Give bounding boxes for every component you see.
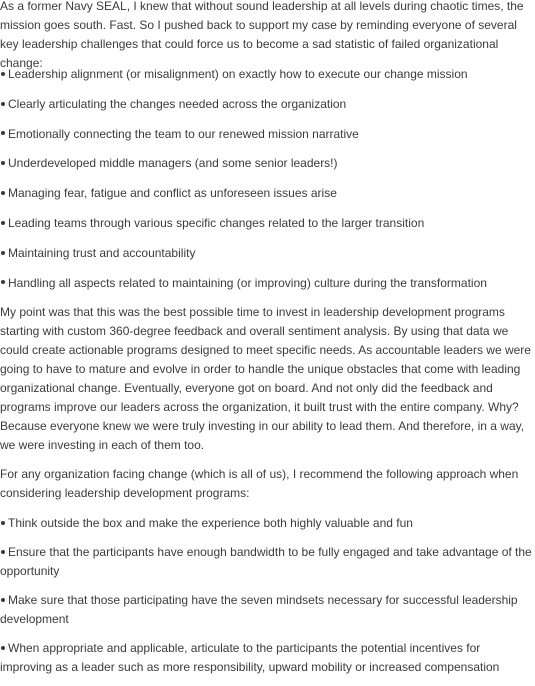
list-item bbox=[0, 543, 535, 581]
list-item bbox=[0, 214, 535, 244]
list-item-text: Think outside the box and make the experience both highly valuable and fun bbox=[8, 516, 413, 530]
list-item bbox=[0, 591, 535, 629]
list-item bbox=[0, 274, 535, 304]
list-item-text: Clearly articulating the changes needed across the organization bbox=[8, 96, 347, 111]
leadership-challenges-list bbox=[0, 65, 535, 303]
list-item bbox=[0, 65, 535, 95]
list-item-text: Underdeveloped middle managers (and some senior leaders!) bbox=[8, 156, 338, 171]
argument-paragraph: My point was that this was the best possible time to invest in leadership development programs starting with custom 360-degree feedback and overall sentiment analysis. By using that data we could create actionable programs designed to meet specific needs. As accountable leaders we were going to have to mature and evolve in order to handle the unique obstacles that come with leading organizational change. Eventually, everyone got on board. And not only did the feedback and programs improve our leaders across the organization, it built trust with the entire company. Why? Because everyone knew we were truly investing in our ability to lead them. And therefore, in a way, we were investing in each of them too. bbox=[0, 305, 531, 452]
bullet-icon bbox=[1, 550, 5, 554]
list-item bbox=[0, 95, 535, 125]
list-item bbox=[0, 244, 535, 274]
bullet-icon bbox=[1, 102, 5, 106]
bullet-icon bbox=[1, 221, 5, 225]
list-item-text: Emotionally connecting the team to our renewed mission narrative bbox=[8, 126, 359, 141]
list-item-text: Leading teams through various specific changes related to the larger transition bbox=[8, 215, 425, 230]
list-item-text: When appropriate and applicable, articulate to the participants the potential incentives for improving as a leader such as more responsibility, upward mobility or increased compensation bbox=[0, 641, 500, 674]
recommendations-list bbox=[0, 514, 535, 686]
bullet-icon bbox=[1, 646, 5, 650]
list-item-text: Managing fear, fatigue and conflict as unforeseen issues arise bbox=[8, 186, 337, 201]
list-item bbox=[0, 184, 535, 214]
list-item bbox=[0, 514, 535, 533]
list-item-text: Maintaining trust and accountability bbox=[8, 245, 196, 260]
list-item-text: Leadership alignment (or misalignment) on exactly how to execute our change mission bbox=[8, 67, 468, 81]
bullet-icon bbox=[1, 598, 5, 602]
list-item-text: Handling all aspects related to maintaining (or improving) culture during the transformation bbox=[8, 275, 487, 290]
list-item bbox=[0, 125, 535, 155]
recommendation-intro-paragraph: For any organization facing change (which is all of us), I recommend the following approach when considering leadership development programs: bbox=[0, 467, 519, 500]
list-item-text: Make sure that those participating have the seven mindsets necessary for successful leadership development bbox=[0, 593, 518, 626]
bullet-icon bbox=[1, 251, 5, 255]
bullet-icon bbox=[1, 131, 5, 135]
bullet-icon bbox=[1, 161, 5, 165]
list-item-text: Ensure that the participants have enough bandwidth to be fully engaged and take advantage of the opportunity bbox=[0, 545, 532, 578]
bullet-icon bbox=[1, 191, 5, 195]
bullet-icon bbox=[1, 72, 5, 76]
bullet-icon bbox=[1, 521, 5, 525]
intro-paragraph: As a former Navy SEAL, I knew that without sound leadership at all levels during chaotic times, the mission goes south. Fast. So I pushed back to support my case by reminding everyone of several key leadership challenges that could force us to become a sad statistic of failed organizational change: bbox=[0, 0, 524, 70]
list-item bbox=[0, 639, 535, 677]
list-item bbox=[0, 154, 535, 184]
bullet-icon bbox=[1, 280, 5, 284]
